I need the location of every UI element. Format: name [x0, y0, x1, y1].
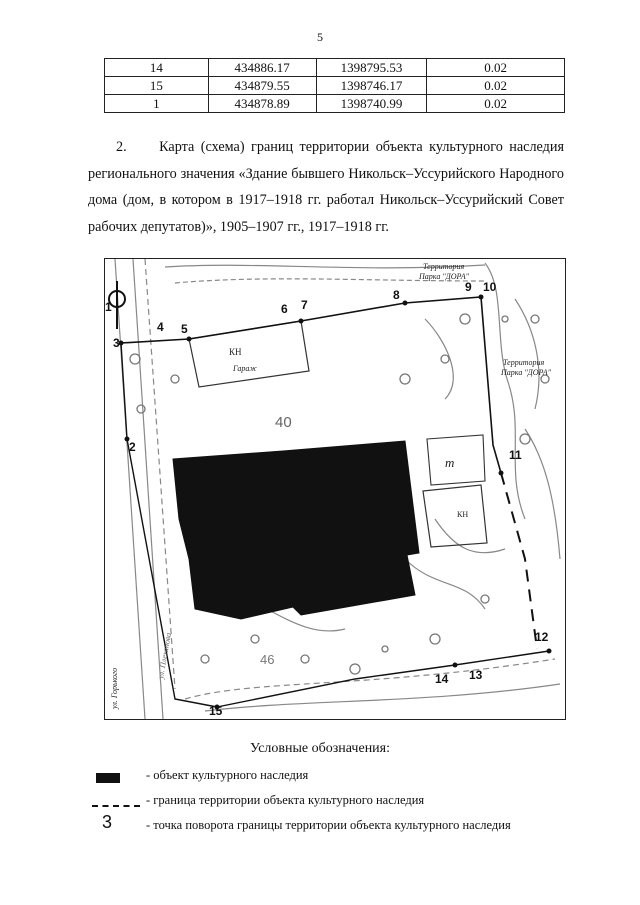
point-label-10: 10: [483, 280, 497, 294]
point-label-13: 13: [469, 668, 483, 682]
legend-title: Условные обозначения:: [249, 741, 391, 756]
heritage-building: [173, 441, 419, 619]
point-label-9: 9: [465, 280, 472, 294]
m-label-text: m: [445, 455, 455, 470]
table-cell: 0.02: [427, 59, 565, 77]
territory-label-right-line2: Парка "ДОРА": [501, 368, 551, 377]
shed-outline: [427, 435, 485, 485]
point-label-14: 14: [435, 672, 449, 686]
table-cell: 0.02: [427, 77, 565, 95]
table-cell: 1398795.53: [316, 59, 427, 77]
garage-outline: [189, 321, 309, 387]
legend-number-symbol: 3: [102, 812, 113, 832]
legend-filled-block-icon: [88, 768, 134, 790]
parcel-number: 40: [275, 414, 292, 431]
table-row: [105, 77, 565, 95]
lot-label: 46: [260, 652, 275, 667]
boundary-map: [104, 258, 566, 720]
legend-item-text: - точка поворота границы территории объекта культурного наследия: [146, 818, 511, 832]
annex-code: КН: [457, 510, 469, 519]
street-label: ул. Горького: [110, 667, 119, 709]
point-label-1: 1: [105, 300, 112, 314]
table-cell: 0.02: [427, 95, 565, 113]
table-cell: 434878.89: [208, 95, 316, 113]
garage-label: Гараж: [233, 364, 257, 373]
section-text: Карта (схема) границ территории объекта культурного наследия регионального значения «Здание бывшего Никольск–Уссурийского Народного дома (дом, в котором в 1917–1918 гг. работал Никольск–Уссурийский Совет рабочих депутатов)», 1905–1907 гг., 1917–1918 гг.: [88, 139, 565, 235]
table-cell: 434886.17: [208, 59, 316, 77]
table-cell: 14: [105, 59, 209, 77]
territory-label-right-line1: Территория: [503, 358, 545, 367]
legend-item-text: - объект культурного наследия: [146, 768, 309, 782]
legend-item-text: - граница территории объекта культурного наследия: [146, 793, 425, 807]
north-arrow-icon: [109, 281, 125, 329]
side-street-label: ул. Плеханова: [156, 631, 174, 680]
point-label-12: 12: [535, 630, 549, 644]
garage-code: КН: [229, 347, 242, 357]
map-drawing: [105, 259, 565, 719]
coordinates-table: [104, 58, 565, 113]
point-label-3: 3: [113, 336, 120, 350]
point-label-7: 7: [301, 298, 308, 312]
point-label-11: 11: [509, 448, 522, 462]
page-number: 5: [317, 30, 323, 44]
section-paragraph: [88, 134, 564, 240]
point-label-4: 4: [157, 320, 164, 334]
territory-label-top-line2: Парка "ДОРА": [419, 272, 469, 281]
territory-label-top-line1: Территория: [423, 262, 465, 271]
section-number: 2.: [116, 139, 127, 155]
table-cell: 434879.55: [208, 77, 316, 95]
table-cell: 1: [105, 95, 209, 113]
table-cell: 15: [105, 77, 209, 95]
table-cell: 1398746.17: [316, 77, 427, 95]
point-label-8: 8: [393, 288, 400, 302]
point-label-15: 15: [209, 704, 223, 718]
point-label-6: 6: [281, 302, 288, 316]
point-label-5: 5: [181, 322, 188, 336]
table-row: [105, 95, 565, 113]
point-label-2: 2: [129, 440, 136, 454]
annex-outline: [423, 485, 487, 547]
table-row: [105, 59, 565, 77]
boundary-line-solid: [121, 297, 501, 473]
table-cell: 1398740.99: [316, 95, 427, 113]
